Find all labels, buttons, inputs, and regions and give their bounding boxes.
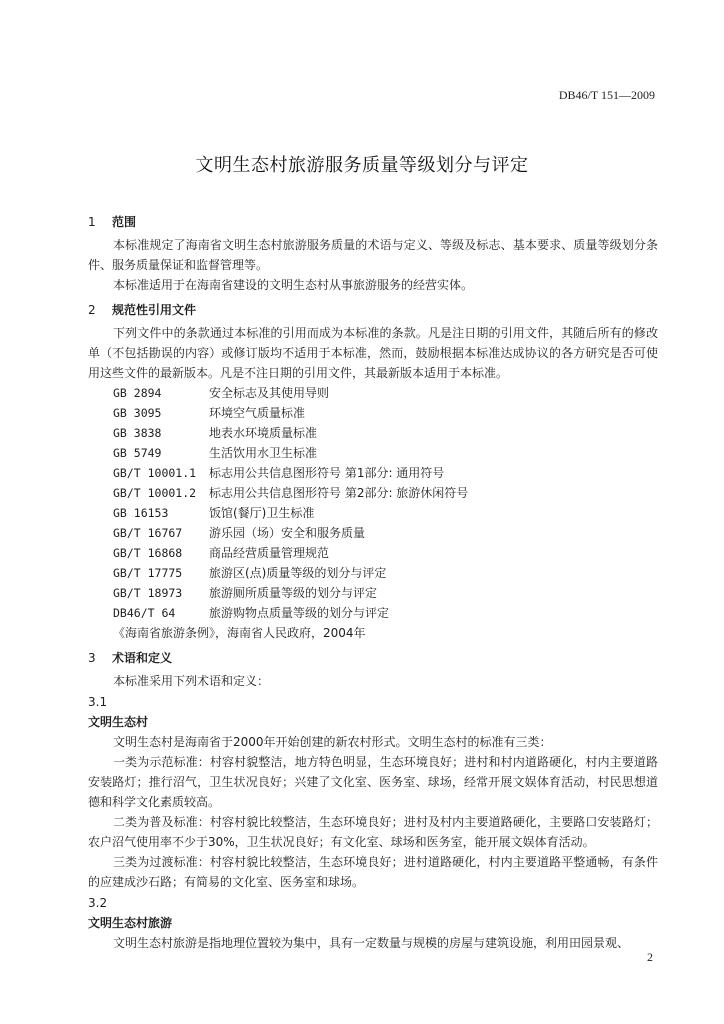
- reference-code: GB/T 16868: [113, 546, 183, 560]
- scope-paragraph: 本标准适用于在海南省建设的文明生态村从事旅游服务的经营实体。: [113, 278, 474, 292]
- section-title: 术语和定义: [112, 651, 173, 665]
- reference-item: [113, 603, 658, 623]
- reference-title: 游乐园（场）安全和服务质量: [209, 526, 366, 540]
- reference-title: 旅游区(点)质量等级的划分与评定: [209, 566, 387, 580]
- reference-item: [113, 463, 658, 483]
- reference-code: GB 5749: [113, 446, 162, 460]
- document-title: 文明生态村旅游服务质量等级划分与评定: [195, 155, 529, 176]
- reference-title: 地表水环境质量标准: [209, 426, 318, 440]
- reference-title: 环境空气质量标准: [209, 406, 306, 420]
- reference-code: GB/T 10001.1: [113, 466, 197, 480]
- reference-title: 饭馆(餐厅)卫生标准: [209, 506, 315, 520]
- reference-item: [113, 383, 658, 403]
- reference-title: 生活饮用水卫生标准: [209, 446, 318, 460]
- section-heading-terms: [88, 648, 658, 668]
- section-number: 2: [88, 303, 96, 317]
- reference-item: [113, 523, 658, 543]
- reference-title: 商品经营质量管理规范: [209, 546, 330, 560]
- term-paragraph: 文明生态村旅游是指地理位置较为集中，具有一定数量与规模的房屋与建筑设施，利用田园景观、: [113, 936, 630, 950]
- term-name: 文明生态村: [88, 715, 149, 729]
- reference-title: 旅游购物点质量等级的划分与评定: [209, 606, 390, 620]
- reference-title: 安全标志及其使用导则: [209, 386, 330, 400]
- reference-code: GB 3838: [113, 426, 162, 440]
- reference-code: GB/T 17775: [113, 566, 183, 580]
- reference-extra: 《海南省旅游条例》，海南省人民政府，2004年: [113, 626, 366, 640]
- reference-item: [113, 563, 658, 583]
- reference-code: GB/T 18973: [113, 586, 183, 600]
- reference-item: [113, 403, 658, 423]
- page-number: 2: [647, 950, 653, 964]
- reference-title: 旅游厕所质量等级的划分与评定: [209, 586, 378, 600]
- reference-code: GB/T 16767: [113, 526, 183, 540]
- reference-code: GB 2894: [113, 386, 162, 400]
- term-paragraph: 一类为示范标准：村容村貌整洁，地方特色明显，生态环境良好；进村和村内道路硬化，村内主要道路安装路灯；推行沼气，卫生状况良好；兴建了文化室、医务室、球场，经常开展文娱体育活动，村民思想道德和科学文化素质较高。: [88, 755, 658, 809]
- reference-item: [113, 483, 658, 503]
- reference-item: [113, 503, 658, 523]
- reference-item: [113, 423, 658, 443]
- section-title: 范围: [112, 215, 137, 229]
- term-number: 3.1: [88, 695, 108, 709]
- term-paragraph: 二类为普及标准：村容村貌比较整洁，生态环境良好；进村及村内主要道路硬化，主要路口安装路灯；农户沼气使用率不少于30%，卫生状况良好；有文化室、球场和医务室，能开展文娱体育活动。: [88, 815, 658, 849]
- reference-code: DB46/T 64: [113, 606, 176, 620]
- section-heading-scope: [88, 212, 658, 232]
- references-intro: 下列文件中的条款通过本标准的引用而成为本标准的条款。凡是注日期的引用文件，其随后所有的修改单（不包括勘误的内容）或修订版均不适用于本标准，然而，鼓励根据本标准达成协议的各方研究是否可使用这些文件的最新版本。凡是不注日期的引用文件，其最新版本适用于本标准。: [88, 326, 658, 380]
- reference-code: GB 16153: [113, 506, 169, 520]
- reference-code: GB/T 10001.2: [113, 486, 197, 500]
- reference-title: 标志用公共信息图形符号 第1部分: 通用符号: [209, 466, 445, 480]
- section-number: 1: [88, 215, 96, 229]
- reference-item: [113, 543, 658, 563]
- reference-item: [113, 583, 658, 603]
- reference-title: 标志用公共信息图形符号 第2部分: 旅游休闲符号: [209, 486, 469, 500]
- document-body: [88, 207, 658, 953]
- section-number: 3: [88, 651, 96, 665]
- term-paragraph: 三类为过渡标准：村容村貌比较整洁，生态环境良好；进村道路硬化，村内主要道路平整通畅，有条件的应建成沙石路；有简易的文化室、医务室和球场。: [88, 855, 658, 889]
- term-paragraph: 文明生态村是海南省于2000年开始创建的新农村形式。文明生态村的标准有三类：: [113, 735, 552, 749]
- standard-number: DB46/T 151—2009: [558, 88, 655, 102]
- reference-list: [88, 383, 658, 623]
- section-title: 规范性引用文件: [112, 303, 197, 317]
- term-number: 3.2: [88, 896, 108, 910]
- section-heading-references: [88, 300, 658, 320]
- reference-item: [113, 443, 658, 463]
- scope-paragraph: 本标准规定了海南省文明生态村旅游服务质量的术语与定义、等级及标志、基本要求、质量等级划分条件、服务质量保证和监督管理等。: [88, 238, 658, 272]
- terms-intro: 本标准采用下列术语和定义：: [113, 674, 270, 688]
- reference-code: GB 3095: [113, 406, 162, 420]
- term-name: 文明生态村旅游: [88, 916, 173, 930]
